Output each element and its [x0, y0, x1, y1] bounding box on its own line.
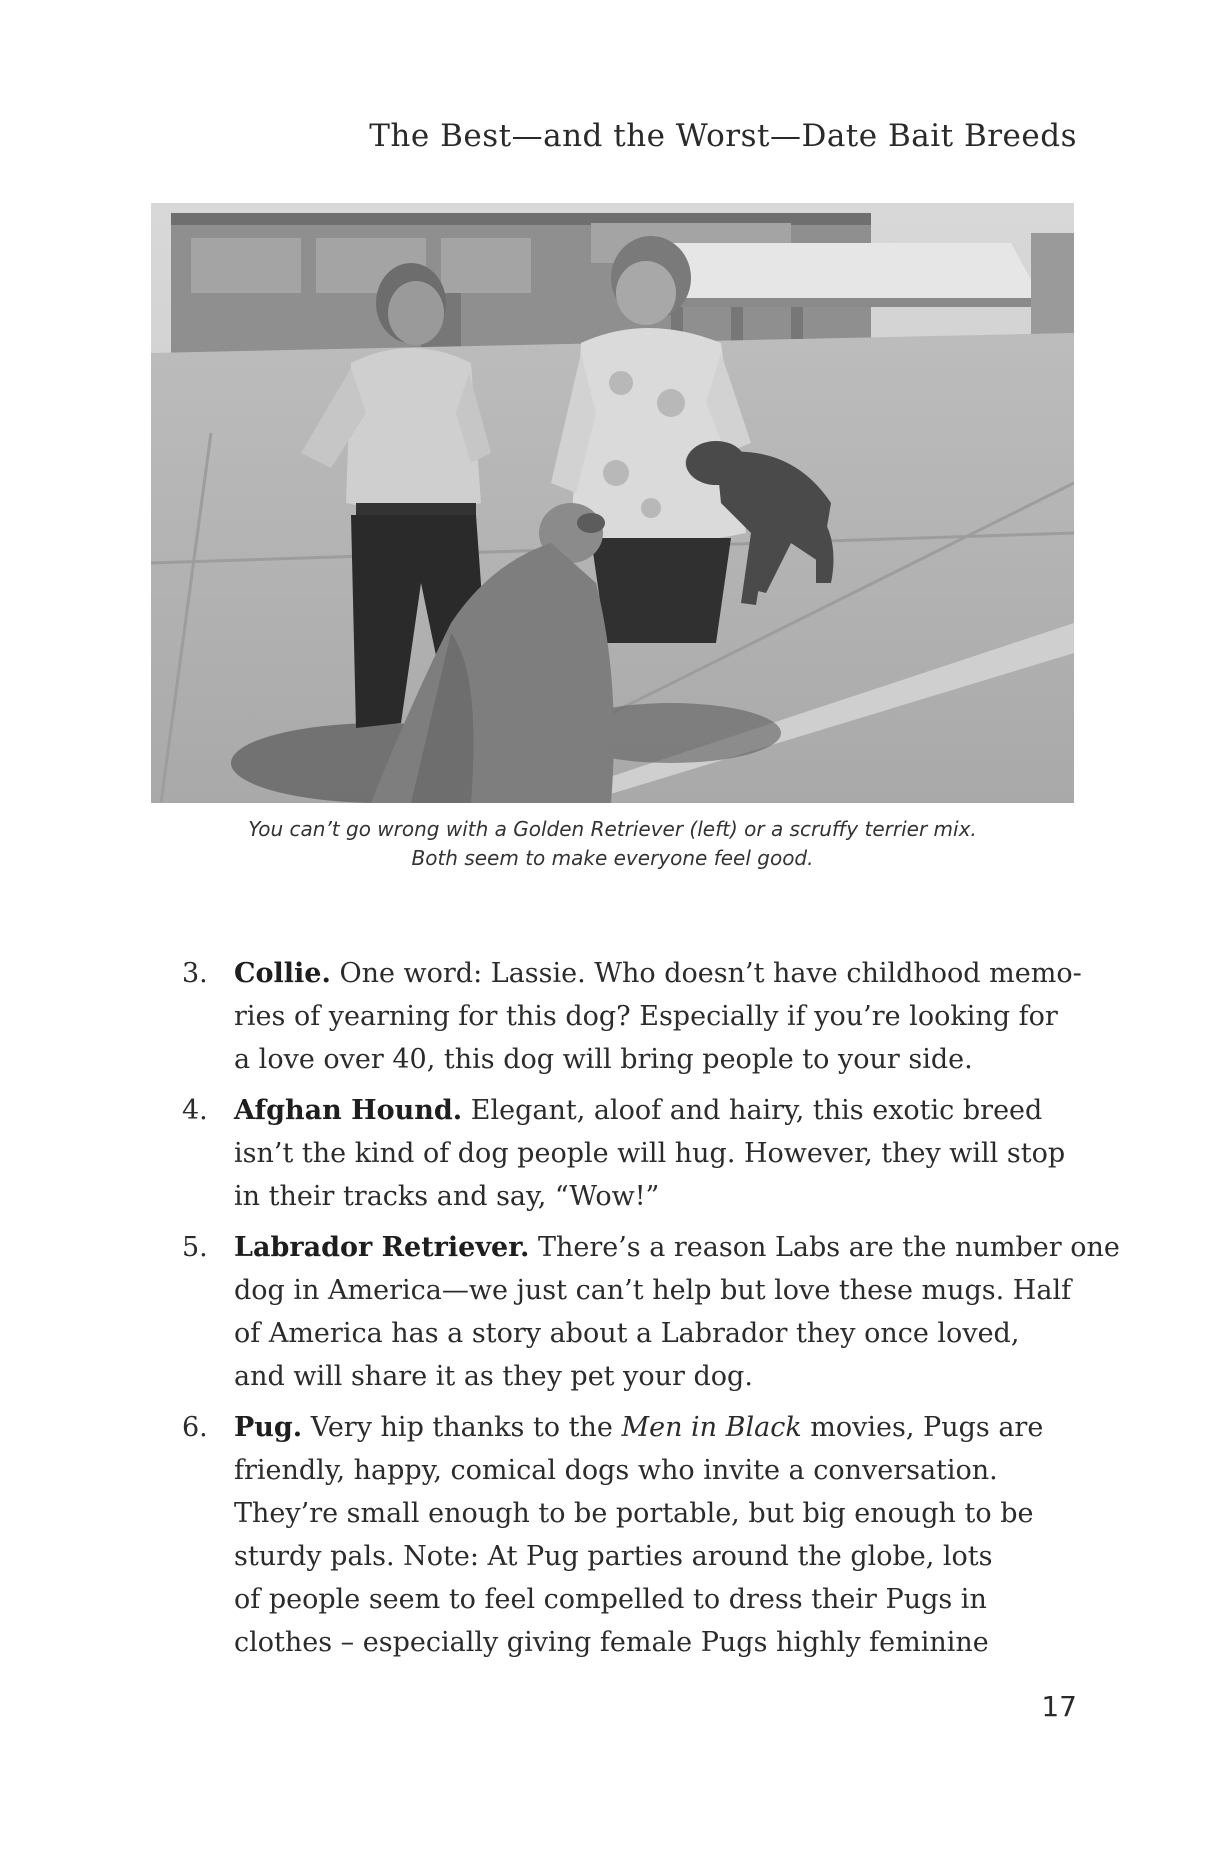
list-line: dog in America—we just can’t help but love these mugs. Half — [234, 1275, 1072, 1306]
list-text: There’s a reason Labs are the number one — [529, 1232, 1120, 1263]
list-line: of America has a story about a Labrador they once loved, — [234, 1318, 1020, 1349]
breed-term: Collie. — [234, 958, 331, 989]
breed-term: Pug. — [234, 1412, 303, 1443]
list-line: and will share it as they pet your dog. — [234, 1361, 753, 1392]
list-line: They’re small enough to be portable, but big enough to be — [234, 1498, 1034, 1529]
list-line: a love over 40, this dog will bring people to your side. — [234, 1044, 973, 1075]
list-line — [234, 1089, 1082, 1132]
list-item — [182, 1406, 1082, 1664]
list-line: friendly, happy, comical dogs who invite a conversation. — [234, 1455, 998, 1486]
breed-list — [182, 952, 1120, 1672]
list-line — [234, 952, 1082, 995]
list-item — [182, 1089, 1082, 1218]
breed-term: Afghan Hound. — [234, 1095, 463, 1126]
photo-caption — [151, 815, 1074, 873]
movie-title: Men in Black — [621, 1412, 802, 1443]
list-text: Very hip thanks to the — [302, 1412, 622, 1443]
caption-line: Both seem to make everyone feel good. — [411, 846, 814, 870]
list-line: clothes – especially giving female Pugs highly feminine — [234, 1627, 989, 1658]
list-line: of people seem to feel compelled to dress their Pugs in — [234, 1584, 987, 1615]
caption-line: You can’t go wrong with a Golden Retriever (left) or a scruffy terrier mix. — [248, 817, 977, 841]
list-number: 6. — [182, 1412, 208, 1443]
list-item — [182, 952, 1082, 1081]
list-number: 4. — [182, 1095, 208, 1126]
list-item — [182, 1226, 1120, 1398]
list-text: One word: Lassie. Who doesn’t have childhood memo- — [330, 958, 1082, 989]
list-line — [234, 1406, 1082, 1449]
running-head: The Best—and the Worst—Date Bait Breeds — [369, 118, 1077, 154]
list-number: 3. — [182, 958, 208, 989]
list-text: Elegant, aloof and hairy, this exotic breed — [462, 1095, 1043, 1126]
list-line: ries of yearning for this dog? Especially if you’re looking for — [234, 1001, 1058, 1032]
breed-term: Labrador Retriever. — [234, 1232, 530, 1263]
list-number: 5. — [182, 1232, 208, 1263]
list-line — [234, 1226, 1120, 1269]
list-line: in their tracks and say, “Wow!” — [234, 1181, 660, 1212]
page-number: 17 — [1041, 1690, 1077, 1723]
list-line: isn’t the kind of dog people will hug. However, they will stop — [234, 1138, 1066, 1169]
photo-illustration — [151, 203, 1074, 803]
list-line: sturdy pals. Note: At Pug parties around the globe, lots — [234, 1541, 993, 1572]
photo-two-people-with-dogs — [151, 203, 1074, 803]
list-text: movies, Pugs are — [801, 1412, 1044, 1443]
